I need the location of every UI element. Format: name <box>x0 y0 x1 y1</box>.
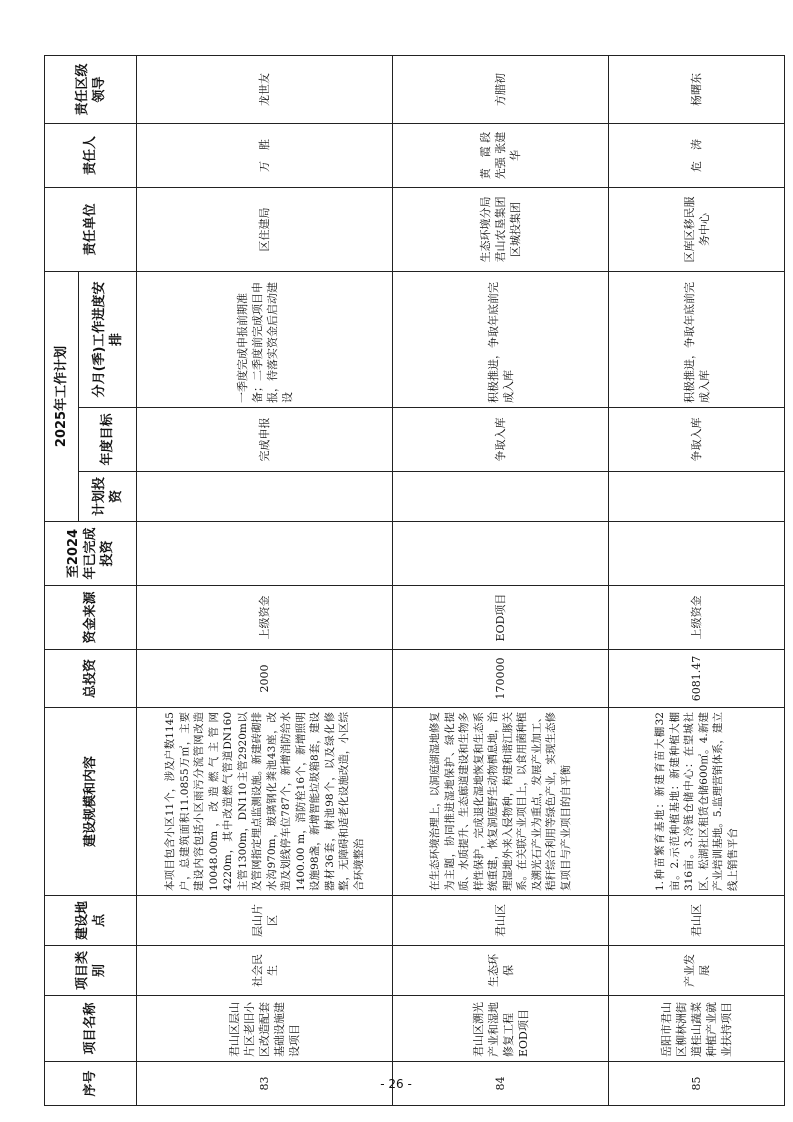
cell-unit: 生态环境分局 君山农垦集团 区城投集团 <box>393 187 609 271</box>
cell-location: 君山区 <box>393 896 609 946</box>
cell-name: 岳阳市君山区柳林洲街道桂山蔬菜种植产业就业扶持项目 <box>609 996 785 1062</box>
cell-seq: 85 <box>609 1062 785 1106</box>
cell-completed <box>609 522 785 586</box>
cell-leader: 龙世友 <box>137 55 393 123</box>
cell-seq: 83 <box>137 1062 393 1106</box>
table-row <box>609 55 785 1105</box>
cell-name: 君山区层山片区老旧小区改造配套基础设施建设项目 <box>137 996 393 1062</box>
cell-unit: 区住建局 <box>137 187 393 271</box>
header-location: 建设地点 <box>45 896 137 946</box>
cell-plan-invest <box>609 472 785 522</box>
header-plan-invest: 计划投资 <box>79 472 137 522</box>
cell-source: 上级资金 <box>137 586 393 650</box>
cell-annual-goal: 争取入库 <box>609 408 785 472</box>
header-schedule: 分月(季)工作进度安排 <box>79 271 137 407</box>
header-source: 资金来源 <box>45 586 137 650</box>
cell-plan-invest <box>393 472 609 522</box>
cell-category: 产业发展 <box>609 946 785 996</box>
cell-category: 生态环保 <box>393 946 609 996</box>
project-table <box>44 55 785 1106</box>
cell-category: 社会民生 <box>137 946 393 996</box>
cell-total: 6081.47 <box>609 650 785 708</box>
cell-plan-invest <box>137 472 393 522</box>
cell-seq: 84 <box>393 1062 609 1106</box>
cell-person: 黄 霞 段先强 张建华 <box>393 123 609 187</box>
header-total: 总投资 <box>45 650 137 708</box>
cell-annual-goal: 完成申报 <box>137 408 393 472</box>
header-scope: 建设规模和内容 <box>45 708 137 896</box>
header-unit: 责任单位 <box>45 187 137 271</box>
cell-total: 2000 <box>137 650 393 708</box>
cell-unit: 区库区移民服务中心 <box>609 187 785 271</box>
cell-completed <box>393 522 609 586</box>
cell-scope: 在生态环境治理上，以洞庭湖湿地修复为主题，协同推进湿地保护、绿化提质、水质提升、生态廊道建设和生物多样性保护，完成退化湿地恢复和生态系统重建，恢复洞庭野生动物栖息地，治理湿地外来入侵物种，构建和谐江豚关系。在关联产业项目上，以食用菌种植及溯光石产业为重点，发展产业加工、秸秆综合利用等绿色产业，实现生态修复项目与产业项目的自平衡 <box>393 708 609 896</box>
cell-completed <box>137 522 393 586</box>
cell-schedule: 积极推进，争取年底前完成入库 <box>609 271 785 407</box>
header-name: 项目名称 <box>45 996 137 1062</box>
cell-location: 层山片区 <box>137 896 393 946</box>
header-row-1 <box>45 55 79 1105</box>
cell-schedule: 积极推进，争取年底前完成入库 <box>393 271 609 407</box>
cell-location: 君山区 <box>609 896 785 946</box>
header-completed: 至2024年已完成投资 <box>45 522 137 586</box>
header-person: 责任人 <box>45 123 137 187</box>
rotated-table-page <box>44 56 784 1106</box>
cell-total: 170000 <box>393 650 609 708</box>
header-annual-goal: 年度目标 <box>79 408 137 472</box>
cell-annual-goal: 争取入库 <box>393 408 609 472</box>
cell-person: 危 涛 <box>609 123 785 187</box>
cell-name: 君山区溯光产业和湿地修复工程EOD项目 <box>393 996 609 1062</box>
cell-source: EOD项目 <box>393 586 609 650</box>
table-row <box>137 55 393 1105</box>
cell-person: 万 胜 <box>137 123 393 187</box>
cell-leader: 方腊初 <box>393 55 609 123</box>
cell-schedule: 一季度完成申报前期准备；二季度前完成项目申报，待落实资金后启动建设 <box>137 271 393 407</box>
page-number: - 26 - <box>380 1077 412 1091</box>
cell-leader: 杨曙东 <box>609 55 785 123</box>
cell-scope: 本项目包含小区11个，涉及户数1145户，总建筑面积11.0855万㎡，主要建设内容包括小区雨污分流管网改造10048.00m，改造燃气主管网4220m，其中改造燃气管道DN160主管1300m，DN110主管2920m以及管网指定埋点监测设施。新建砖砌排水沟970m，玻璃钢化粪池43座，改造及划线停车位787个，新增消防给水1400.00 m，消防栓16个，新增照明设施98盏，新增智能垃圾箱8套，建设器材36套，树池98个，以及绿化修整，无障碍和适老化设施改造，小区综合环境整治 <box>137 708 393 896</box>
header-category: 项目类别 <box>45 946 137 996</box>
table-row <box>393 55 609 1105</box>
header-leader: 责任区级领导 <box>45 55 137 123</box>
cell-scope: 1.种苗繁育基地：新建育苗大棚32亩。2.示范种植基地：新建种植大棚316亩。3.冷链仓储中心：在望城社区、松湖社区租赁仓储600㎡。4.新建产业培训基地。5.监理营销体系，建立线上销售平台 <box>609 708 785 896</box>
cell-source: 上级资金 <box>609 586 785 650</box>
header-plan-group: 2025年工作计划 <box>45 271 79 521</box>
header-seq: 序号 <box>45 1062 137 1106</box>
